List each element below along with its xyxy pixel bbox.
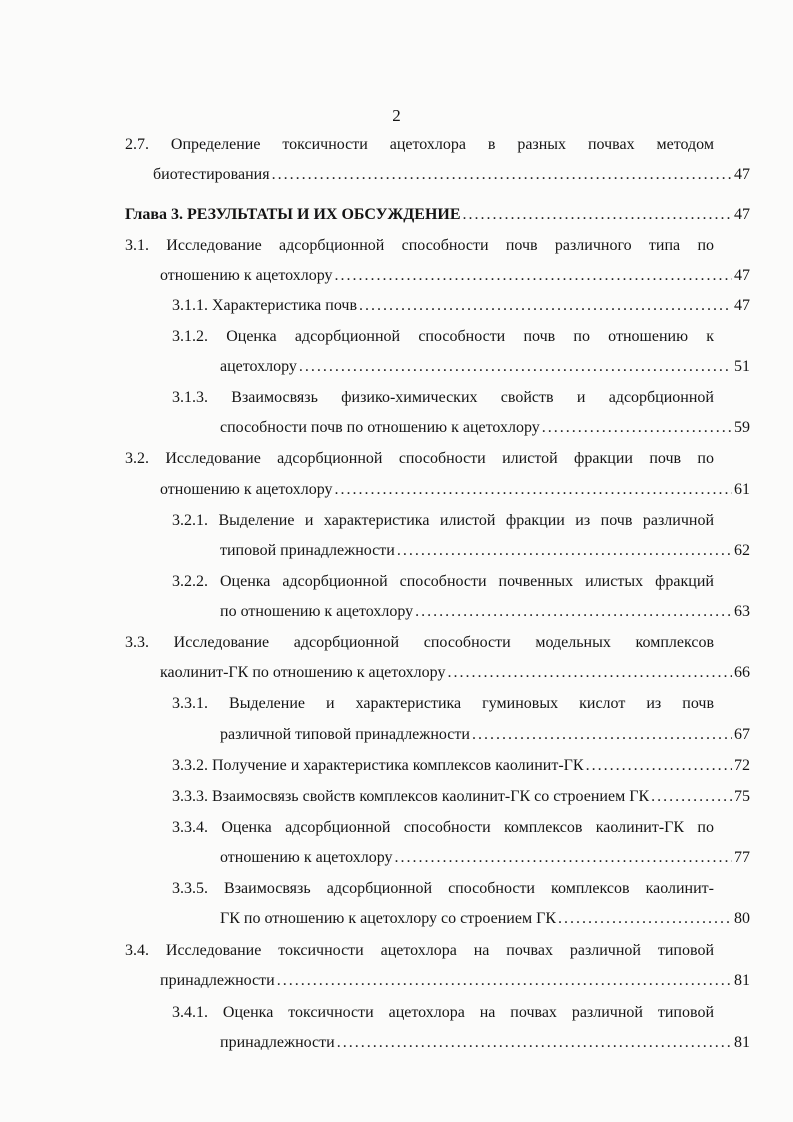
toc-page-number: 80 xyxy=(734,910,750,927)
toc-page-number: 66 xyxy=(734,664,750,681)
toc-entry-3-3-3-title: 3.3.3. Взаимосвязь свойств комплексов каолинит-ГК со строением ГК xyxy=(172,788,650,805)
leader-dots xyxy=(558,909,732,929)
toc-page-number: 81 xyxy=(734,1034,750,1051)
toc-entry-3-4-1 xyxy=(220,1033,750,1053)
toc-entry-3-1-1 xyxy=(172,296,750,316)
toc-entry-3-3-2 xyxy=(172,756,750,776)
leader-dots xyxy=(395,848,732,868)
toc-page-number: 67 xyxy=(734,726,750,743)
toc-entry-3-2-1-line1: 3.2.1. Выделение и характеристика илистой фракции из почв различной xyxy=(172,512,714,529)
toc-chapter-3-title: Глава 3. РЕЗУЛЬТАТЫ И ИХ ОБСУЖДЕНИЕ xyxy=(125,206,461,223)
toc-entry-3-3-5 xyxy=(220,909,750,929)
leader-dots xyxy=(463,205,732,225)
toc-entry-3-2-1-line2: типовой принадлежности xyxy=(220,542,395,559)
leader-dots xyxy=(586,756,732,776)
toc-entry-3-3-3 xyxy=(172,787,750,807)
leader-dots xyxy=(335,266,732,286)
toc-entry-3-2 xyxy=(160,480,750,500)
leader-dots xyxy=(359,296,732,316)
toc-entry-3-2-1 xyxy=(220,541,750,561)
toc-entry-3-1-line2: отношению к ацетохлору xyxy=(160,267,333,284)
toc-entry-3-4-1-line2: принадлежности xyxy=(220,1034,335,1051)
toc-page-number: 47 xyxy=(734,166,750,183)
toc-entry-3-3-5-line1: 3.3.5. Взаимосвязь адсорбционной способности комплексов каолинит- xyxy=(172,880,714,897)
toc-entry-3-3-line1: 3.3. Исследование адсорбционной способности модельных комплексов xyxy=(125,634,714,651)
toc-entry-3-3-1 xyxy=(220,725,750,745)
toc-entry-3-3-1-line2: различной типовой принадлежности xyxy=(220,726,470,743)
leader-dots xyxy=(337,1033,732,1053)
toc-entry-2-7-line1: 2.7. Определение токсичности ацетохлора в разных почвах методом xyxy=(125,136,714,153)
toc-page-number: 77 xyxy=(734,849,750,866)
toc-entry-3-3 xyxy=(160,663,750,683)
page-number: 2 xyxy=(392,106,401,125)
leader-dots xyxy=(542,418,732,438)
toc-entry-3-1-2-line1: 3.1.2. Оценка адсорбционной способности почв по отношению к xyxy=(172,328,714,345)
toc-entry-2-7 xyxy=(153,165,750,185)
toc-entry-3-4 xyxy=(160,971,750,991)
toc-entry-3-2-line2: отношению к ацетохлору xyxy=(160,481,333,498)
toc-entry-3-1-3 xyxy=(220,418,750,438)
leader-dots xyxy=(415,602,732,622)
toc-entry-3-4-1-line1: 3.4.1. Оценка токсичности ацетохлора на почвах различной типовой xyxy=(172,1004,714,1021)
toc-page-number: 47 xyxy=(734,297,750,314)
toc-entry-3-2-2-line2: по отношению к ацетохлору xyxy=(220,603,414,620)
leader-dots xyxy=(335,480,732,500)
toc-page-number: 61 xyxy=(734,481,750,498)
toc-entry-3-1-2 xyxy=(220,357,750,377)
leader-dots xyxy=(447,663,732,683)
toc-entry-3-1-line1: 3.1. Исследование адсорбционной способности почв различного типа по xyxy=(125,237,714,254)
toc-entry-3-3-line2: каолинит-ГК по отношению к ацетохлору xyxy=(160,664,446,681)
toc-entry-3-3-4-line1: 3.3.4. Оценка адсорбционной способности комплексов каолинит-ГК по xyxy=(172,819,714,836)
toc-entry-3-1-2-line2: ацетохлору xyxy=(220,358,297,375)
leader-dots xyxy=(277,971,732,991)
toc-entry-3-1-1-title: 3.1.1. Характеристика почв xyxy=(172,297,358,314)
toc-page-number: 59 xyxy=(734,419,750,436)
toc-chapter-3 xyxy=(125,205,750,225)
toc-entry-3-4-line2: принадлежности xyxy=(160,972,275,989)
toc-entry-3-3-1-line1: 3.3.1. Выделение и характеристика гуминовых кислот из почв xyxy=(172,695,714,712)
toc-page-number: 51 xyxy=(734,358,750,375)
leader-dots xyxy=(299,357,732,377)
toc-page-number: 72 xyxy=(734,757,750,774)
toc-page-number: 75 xyxy=(734,788,750,805)
toc-entry-3-1-3-line1: 3.1.3. Взаимосвязь физико-химических свойств и адсорбционной xyxy=(172,389,714,406)
toc-page-number: 47 xyxy=(734,267,750,284)
toc-entry-2-7-line2: биотестирования xyxy=(153,166,270,183)
toc-entry-3-1 xyxy=(160,266,750,286)
leader-dots xyxy=(272,165,732,185)
leader-dots xyxy=(397,541,732,561)
toc-entry-3-3-5-line2: ГК по отношению к ацетохлору со строением ГК xyxy=(220,910,556,927)
toc-entry-3-3-2-title: 3.3.2. Получение и характеристика комплексов каолинит-ГК xyxy=(172,757,584,774)
toc-entry-3-1-3-line2: способности почв по отношению к ацетохлору xyxy=(220,419,540,436)
toc-page-number: 47 xyxy=(734,206,750,223)
toc-entry-3-4-line1: 3.4. Исследование токсичности ацетохлора на почвах различной типовой xyxy=(125,942,714,959)
toc-page-number: 62 xyxy=(734,542,750,559)
toc-entry-3-2-line1: 3.2. Исследование адсорбционной способности илистой фракции почв по xyxy=(125,450,714,467)
leader-dots xyxy=(472,725,732,745)
leader-dots xyxy=(651,787,732,807)
toc-page-number: 81 xyxy=(734,972,750,989)
toc-entry-3-2-2 xyxy=(220,602,750,622)
toc-entry-3-3-4-line2: отношению к ацетохлору xyxy=(220,849,393,866)
toc-entry-3-2-2-line1: 3.2.2. Оценка адсорбционной способности почвенных илистых фракций xyxy=(172,573,714,590)
toc-page-number: 63 xyxy=(734,603,750,620)
toc-entry-3-3-4 xyxy=(220,848,750,868)
